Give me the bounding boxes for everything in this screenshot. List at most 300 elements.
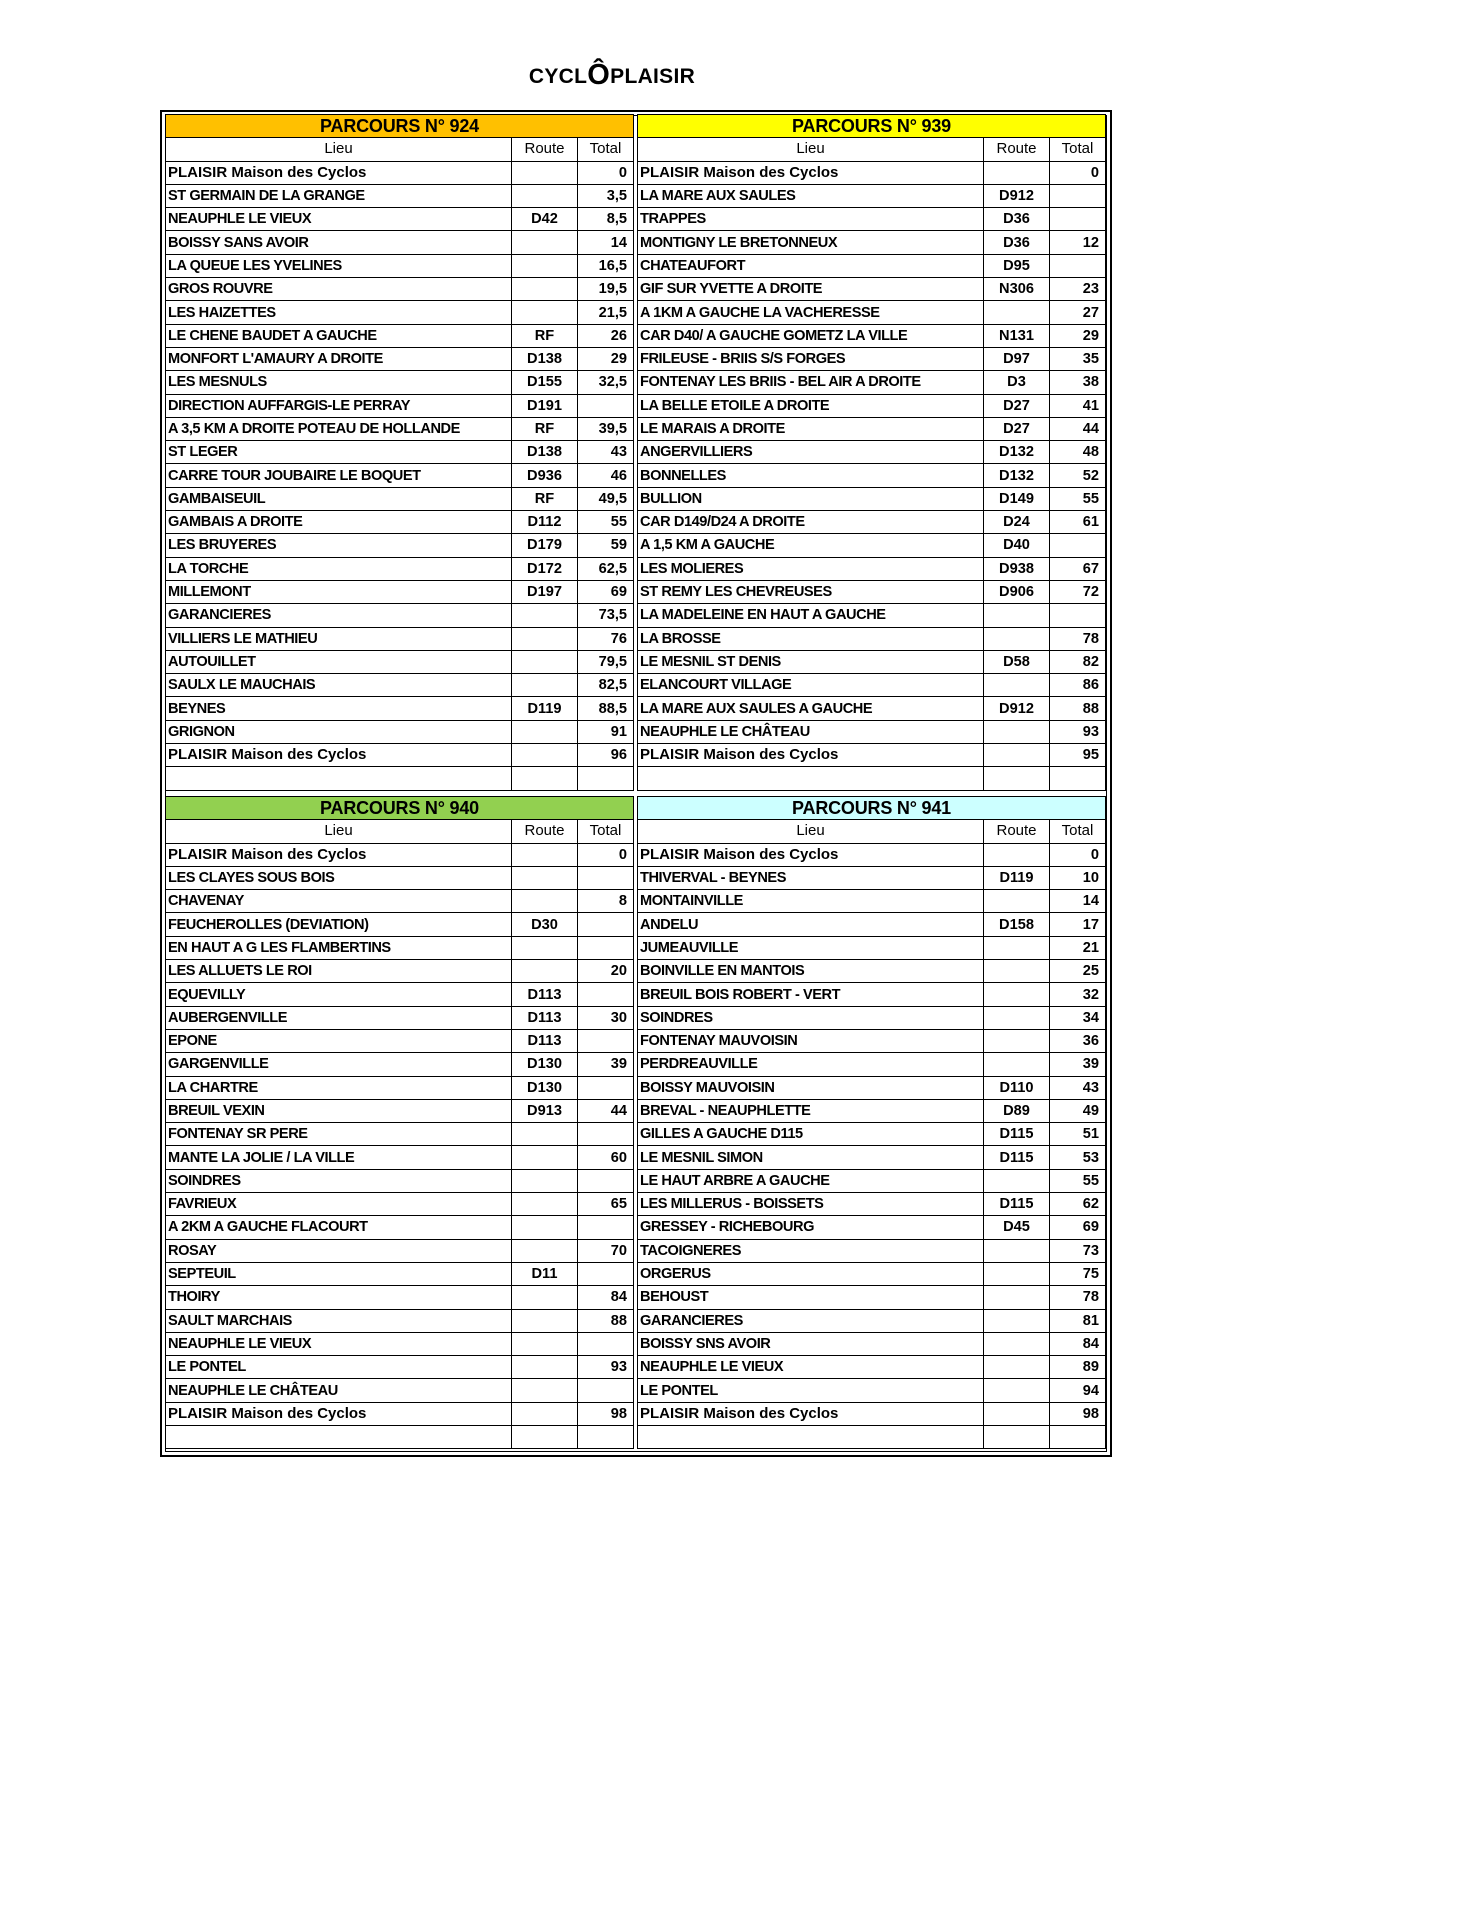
cell-lieu: ANGERVILLIERS (638, 441, 984, 464)
cell-route: D112 (512, 511, 578, 534)
cell-lieu: GILLES A GAUCHE D115 (638, 1123, 984, 1146)
cell-total (578, 936, 634, 959)
table-row (166, 557, 634, 580)
cell-lieu: LE MESNIL ST DENIS (638, 650, 984, 673)
cell-total: 34 (1050, 1006, 1106, 1029)
cell-route: D197 (512, 580, 578, 603)
table-row (166, 1053, 634, 1076)
cell-total: 93 (578, 1356, 634, 1379)
cell-lieu: PLAISIR Maison des Cyclos (638, 843, 984, 866)
title-accent: Ô (587, 59, 611, 91)
table-row (166, 627, 634, 650)
cell-total: 60 (578, 1146, 634, 1169)
cell-lieu: LA MADELEINE EN HAUT A GAUCHE (638, 604, 984, 627)
cell-route (512, 1309, 578, 1332)
cell-total: 17 (1050, 913, 1106, 936)
cell-lieu: NEAUPHLE LE VIEUX (166, 208, 512, 231)
cell-total: 51 (1050, 1123, 1106, 1146)
cell-route (984, 1379, 1050, 1402)
route-table-940 (165, 796, 634, 1449)
cell-lieu: JUMEAUVILLE (638, 936, 984, 959)
table-row (166, 720, 634, 743)
cell-lieu: LES HAIZETTES (166, 301, 512, 324)
table-row (638, 674, 1106, 697)
cell-total (578, 1029, 634, 1052)
table-row (638, 650, 1106, 673)
cell-total: 62 (1050, 1193, 1106, 1216)
column-header-row (638, 820, 1106, 843)
cell-total: 73,5 (578, 604, 634, 627)
cell-total: 8 (578, 890, 634, 913)
cell-lieu: FAVRIEUX (166, 1193, 512, 1216)
cell-lieu: ST REMY LES CHEVREUSES (638, 580, 984, 603)
cell-lieu: FONTENAY SR PERE (166, 1123, 512, 1146)
cell-lieu: SOINDRES (166, 1169, 512, 1192)
route-title: PARCOURS N° 940 (166, 797, 634, 820)
cell-total: 78 (1050, 1286, 1106, 1309)
cell-total (1050, 534, 1106, 557)
cell-route: D115 (984, 1193, 1050, 1216)
cell-lieu: CHATEAUFORT (638, 254, 984, 277)
cell-route: D130 (512, 1053, 578, 1076)
cell-lieu: NEAUPHLE LE VIEUX (638, 1356, 984, 1379)
cell-lieu: MILLEMONT (166, 580, 512, 603)
cell-lieu: PLAISIR Maison des Cyclos (638, 744, 984, 767)
cell-route (512, 301, 578, 324)
cell-lieu: LES MOLIERES (638, 557, 984, 580)
table-row (166, 254, 634, 277)
cell-route: D115 (984, 1146, 1050, 1169)
route-table-939 (637, 114, 1106, 791)
cell-route (512, 1239, 578, 1262)
cell-total: 14 (1050, 890, 1106, 913)
cell-total: 69 (578, 580, 634, 603)
column-header-total: Total (578, 820, 634, 843)
table-row (166, 184, 634, 207)
cell-lieu: A 2KM A GAUCHE FLACOURT (166, 1216, 512, 1239)
cell-route (512, 231, 578, 254)
cell-route (984, 983, 1050, 1006)
table-row (638, 1076, 1106, 1099)
cell-total: 0 (1050, 843, 1106, 866)
table-row (166, 697, 634, 720)
cell-route (512, 278, 578, 301)
cell-total (1050, 767, 1106, 790)
cell-total: 89 (1050, 1356, 1106, 1379)
cell-total: 29 (1050, 324, 1106, 347)
cell-route: D36 (984, 231, 1050, 254)
cell-total: 88 (578, 1309, 634, 1332)
cell-route (512, 767, 578, 790)
cell-route: RF (512, 487, 578, 510)
cell-total: 98 (578, 1402, 634, 1425)
cell-total: 12 (1050, 231, 1106, 254)
cell-lieu: LA TORCHE (166, 557, 512, 580)
cell-lieu: LA BROSSE (638, 627, 984, 650)
cell-route (512, 1123, 578, 1146)
cell-lieu (166, 767, 512, 790)
table-row (638, 184, 1106, 207)
cell-total: 39,5 (578, 417, 634, 440)
cell-route (512, 1379, 578, 1402)
cell-total: 38 (1050, 371, 1106, 394)
cell-total: 44 (578, 1099, 634, 1122)
cell-lieu: ANDELU (638, 913, 984, 936)
table-row (638, 843, 1106, 866)
cell-total: 39 (578, 1053, 634, 1076)
cell-total: 36 (1050, 1029, 1106, 1052)
cell-total: 62,5 (578, 557, 634, 580)
cell-total: 91 (578, 720, 634, 743)
table-row (638, 371, 1106, 394)
table-row (166, 1402, 634, 1425)
cell-total: 32 (1050, 983, 1106, 1006)
column-header-total: Total (1050, 138, 1106, 161)
cell-total: 27 (1050, 301, 1106, 324)
cell-route: N306 (984, 278, 1050, 301)
cell-lieu: EPONE (166, 1029, 512, 1052)
cell-route (984, 1006, 1050, 1029)
cell-route: N131 (984, 324, 1050, 347)
cell-lieu: FEUCHEROLLES (DEVIATION) (166, 913, 512, 936)
cell-total (1050, 1426, 1106, 1449)
table-row (166, 394, 634, 417)
route-header-row (166, 115, 634, 138)
cell-route (512, 184, 578, 207)
cell-total: 88,5 (578, 697, 634, 720)
cell-lieu: BEHOUST (638, 1286, 984, 1309)
cell-route (984, 301, 1050, 324)
cell-route (984, 960, 1050, 983)
cell-total: 49,5 (578, 487, 634, 510)
table-row (638, 231, 1106, 254)
cell-route (512, 1426, 578, 1449)
column-header-total: Total (578, 138, 634, 161)
cell-route (984, 720, 1050, 743)
cell-lieu: TACOIGNERES (638, 1239, 984, 1262)
table-row (638, 557, 1106, 580)
cell-lieu: LES CLAYES SOUS BOIS (166, 866, 512, 889)
cell-route (984, 1286, 1050, 1309)
cell-route (984, 674, 1050, 697)
table-row (166, 1286, 634, 1309)
cell-route (512, 1216, 578, 1239)
table-row (166, 1239, 634, 1262)
cell-total: 19,5 (578, 278, 634, 301)
table-row (638, 697, 1106, 720)
cell-lieu: NEAUPHLE LE CHÂTEAU (638, 720, 984, 743)
column-header-lieu: Lieu (166, 138, 512, 161)
cell-total: 96 (578, 744, 634, 767)
cell-route (512, 650, 578, 673)
cell-route: D113 (512, 983, 578, 1006)
cell-lieu: PERDREAUVILLE (638, 1053, 984, 1076)
table-row (638, 1332, 1106, 1355)
cell-total (578, 1262, 634, 1285)
cell-route (512, 843, 578, 866)
table-row (166, 744, 634, 767)
cell-lieu: CAR D40/ A GAUCHE GOMETZ LA VILLE (638, 324, 984, 347)
cell-total: 55 (1050, 1169, 1106, 1192)
title-pre: CYCL (528, 65, 588, 88)
table-row (166, 487, 634, 510)
column-header-row (638, 138, 1106, 161)
table-row (638, 744, 1106, 767)
table-row (638, 1356, 1106, 1379)
table-row (166, 580, 634, 603)
cell-total: 86 (1050, 674, 1106, 697)
cell-route (984, 744, 1050, 767)
route-table-941 (637, 796, 1106, 1449)
table-row (638, 208, 1106, 231)
table-row (638, 1309, 1106, 1332)
cell-route: D912 (984, 697, 1050, 720)
cell-total: 8,5 (578, 208, 634, 231)
cell-lieu: LA CHARTRE (166, 1076, 512, 1099)
table-row (166, 1332, 634, 1355)
cell-route: D130 (512, 1076, 578, 1099)
table-row (638, 1402, 1106, 1425)
cell-route (512, 720, 578, 743)
cell-total: 21,5 (578, 301, 634, 324)
cell-total: 81 (1050, 1309, 1106, 1332)
cell-lieu: THIVERVAL - BEYNES (638, 866, 984, 889)
table-row (638, 1193, 1106, 1216)
cell-lieu: SAULX LE MAUCHAIS (166, 674, 512, 697)
column-header-route: Route (512, 138, 578, 161)
cell-route: D97 (984, 347, 1050, 370)
cell-route (984, 1262, 1050, 1285)
table-row (166, 1076, 634, 1099)
cell-lieu: SAULT MARCHAIS (166, 1309, 512, 1332)
cell-route: D938 (984, 557, 1050, 580)
table-row (166, 913, 634, 936)
cell-route: D132 (984, 441, 1050, 464)
table-row (638, 534, 1106, 557)
table-row (638, 417, 1106, 440)
cell-lieu: LA QUEUE LES YVELINES (166, 254, 512, 277)
cell-route: D27 (984, 394, 1050, 417)
cell-route (984, 161, 1050, 184)
column-header-row (166, 138, 634, 161)
cell-lieu: BREUIL BOIS ROBERT - VERT (638, 983, 984, 1006)
cell-lieu: ST LEGER (166, 441, 512, 464)
cell-route (512, 1193, 578, 1216)
cell-route: D172 (512, 557, 578, 580)
table-row (166, 1006, 634, 1029)
cell-lieu: MONTAINVILLE (638, 890, 984, 913)
table-row (638, 1053, 1106, 1076)
cell-route: D95 (984, 254, 1050, 277)
cell-lieu: MONFORT L'AMAURY A DROITE (166, 347, 512, 370)
table-row (638, 1123, 1106, 1146)
table-row (166, 936, 634, 959)
table-row (638, 1099, 1106, 1122)
cell-route (512, 604, 578, 627)
cell-route: D119 (984, 866, 1050, 889)
cell-route (512, 1169, 578, 1192)
cell-lieu: DIRECTION AUFFARGIS-LE PERRAY (166, 394, 512, 417)
cell-total: 0 (578, 843, 634, 866)
cell-lieu (638, 1426, 984, 1449)
cell-lieu: PLAISIR Maison des Cyclos (638, 1402, 984, 1425)
cell-total: 72 (1050, 580, 1106, 603)
table-row (638, 394, 1106, 417)
cell-lieu: GRESSEY - RICHEBOURG (638, 1216, 984, 1239)
table-row (638, 604, 1106, 627)
table-row (166, 983, 634, 1006)
table-row (638, 487, 1106, 510)
table-row (166, 1216, 634, 1239)
route-title: PARCOURS N° 941 (638, 797, 1106, 820)
cell-route (512, 960, 578, 983)
table-row (638, 890, 1106, 913)
cell-total: 16,5 (578, 254, 634, 277)
cell-route: D115 (984, 1123, 1050, 1146)
table-row (166, 1379, 634, 1402)
title-post: PLAISIR (610, 65, 696, 88)
cell-lieu: GIF SUR YVETTE A DROITE (638, 278, 984, 301)
cell-route (512, 1402, 578, 1425)
cell-lieu: LES BRUYERES (166, 534, 512, 557)
cell-route: D36 (984, 208, 1050, 231)
cell-route (984, 1356, 1050, 1379)
route-title: PARCOURS N° 939 (638, 115, 1106, 138)
cell-route: D42 (512, 208, 578, 231)
cell-total: 84 (1050, 1332, 1106, 1355)
route-title: PARCOURS N° 924 (166, 115, 634, 138)
cell-route (984, 1309, 1050, 1332)
cell-lieu: BREUIL VEXIN (166, 1099, 512, 1122)
cell-route (512, 1356, 578, 1379)
cell-route (512, 1146, 578, 1169)
cell-route: D132 (984, 464, 1050, 487)
table-row (638, 983, 1106, 1006)
cell-total: 44 (1050, 417, 1106, 440)
cell-lieu: PLAISIR Maison des Cyclos (166, 843, 512, 866)
table-row (166, 1123, 634, 1146)
table-row (166, 890, 634, 913)
table-row (638, 1029, 1106, 1052)
table-row (166, 767, 634, 790)
cell-total: 0 (578, 161, 634, 184)
table-row (638, 511, 1106, 534)
cell-total (578, 1123, 634, 1146)
column-header-lieu: Lieu (638, 138, 984, 161)
cell-total: 98 (1050, 1402, 1106, 1425)
cell-route: RF (512, 417, 578, 440)
cell-lieu: CAR D149/D24 A DROITE (638, 511, 984, 534)
cell-total (1050, 208, 1106, 231)
cell-route (512, 161, 578, 184)
cell-lieu: A 3,5 KM A DROITE POTEAU DE HOLLANDE (166, 417, 512, 440)
cell-route: D155 (512, 371, 578, 394)
cell-lieu: LE PONTEL (638, 1379, 984, 1402)
table-row (166, 301, 634, 324)
cell-route: D149 (984, 487, 1050, 510)
table-row (638, 1169, 1106, 1192)
cell-total (578, 1426, 634, 1449)
cell-lieu: PLAISIR Maison des Cyclos (638, 161, 984, 184)
route-table-924 (165, 114, 634, 791)
table-row (638, 580, 1106, 603)
cell-lieu: LE PONTEL (166, 1356, 512, 1379)
cell-total: 65 (578, 1193, 634, 1216)
table-row (638, 913, 1106, 936)
cell-lieu: TRAPPES (638, 208, 984, 231)
table-row (166, 674, 634, 697)
table-row (166, 161, 634, 184)
cell-total: 82,5 (578, 674, 634, 697)
cell-lieu (166, 1426, 512, 1449)
cell-lieu: GROS ROUVRE (166, 278, 512, 301)
cell-total: 26 (578, 324, 634, 347)
cell-route (512, 254, 578, 277)
table-row (166, 650, 634, 673)
table-row (638, 1006, 1106, 1029)
cell-route (984, 1239, 1050, 1262)
cell-total: 94 (1050, 1379, 1106, 1402)
cell-lieu: GAMBAIS A DROITE (166, 511, 512, 534)
cell-route: D24 (984, 511, 1050, 534)
cell-route: D58 (984, 650, 1050, 673)
cell-total: 48 (1050, 441, 1106, 464)
cell-lieu: SOINDRES (638, 1006, 984, 1029)
cell-lieu: BULLION (638, 487, 984, 510)
cell-route: D40 (984, 534, 1050, 557)
cell-route: D913 (512, 1099, 578, 1122)
cell-total: 88 (1050, 697, 1106, 720)
cell-total: 23 (1050, 278, 1106, 301)
cell-lieu: AUTOUILLET (166, 650, 512, 673)
cell-lieu: THOIRY (166, 1286, 512, 1309)
cell-lieu: ST GERMAIN DE LA GRANGE (166, 184, 512, 207)
cell-total: 14 (578, 231, 634, 254)
cell-lieu: LA MARE AUX SAULES (638, 184, 984, 207)
table-row (638, 324, 1106, 347)
table-row (638, 1146, 1106, 1169)
cell-total: 39 (1050, 1053, 1106, 1076)
cell-lieu: VILLIERS LE MATHIEU (166, 627, 512, 650)
column-header-route: Route (984, 820, 1050, 843)
cell-lieu: PLAISIR Maison des Cyclos (166, 161, 512, 184)
cell-route: D89 (984, 1099, 1050, 1122)
table-row (638, 441, 1106, 464)
cell-lieu: BEYNES (166, 697, 512, 720)
cell-total: 35 (1050, 347, 1106, 370)
cell-route (984, 627, 1050, 650)
table-row (638, 1239, 1106, 1262)
table-row (166, 511, 634, 534)
cell-total: 93 (1050, 720, 1106, 743)
table-row (638, 767, 1106, 790)
cell-route (512, 866, 578, 889)
cell-total: 29 (578, 347, 634, 370)
table-row (166, 960, 634, 983)
column-header-row (166, 820, 634, 843)
cell-total: 55 (578, 511, 634, 534)
cell-route: RF (512, 324, 578, 347)
table-row (638, 161, 1106, 184)
cell-lieu: A 1KM A GAUCHE LA VACHERESSE (638, 301, 984, 324)
table-row (166, 534, 634, 557)
cell-lieu: CHAVENAY (166, 890, 512, 913)
cell-lieu: MONTIGNY LE BRETONNEUX (638, 231, 984, 254)
cell-total (578, 1169, 634, 1192)
cell-total: 0 (1050, 161, 1106, 184)
cell-lieu: FONTENAY MAUVOISIN (638, 1029, 984, 1052)
cell-total: 75 (1050, 1262, 1106, 1285)
